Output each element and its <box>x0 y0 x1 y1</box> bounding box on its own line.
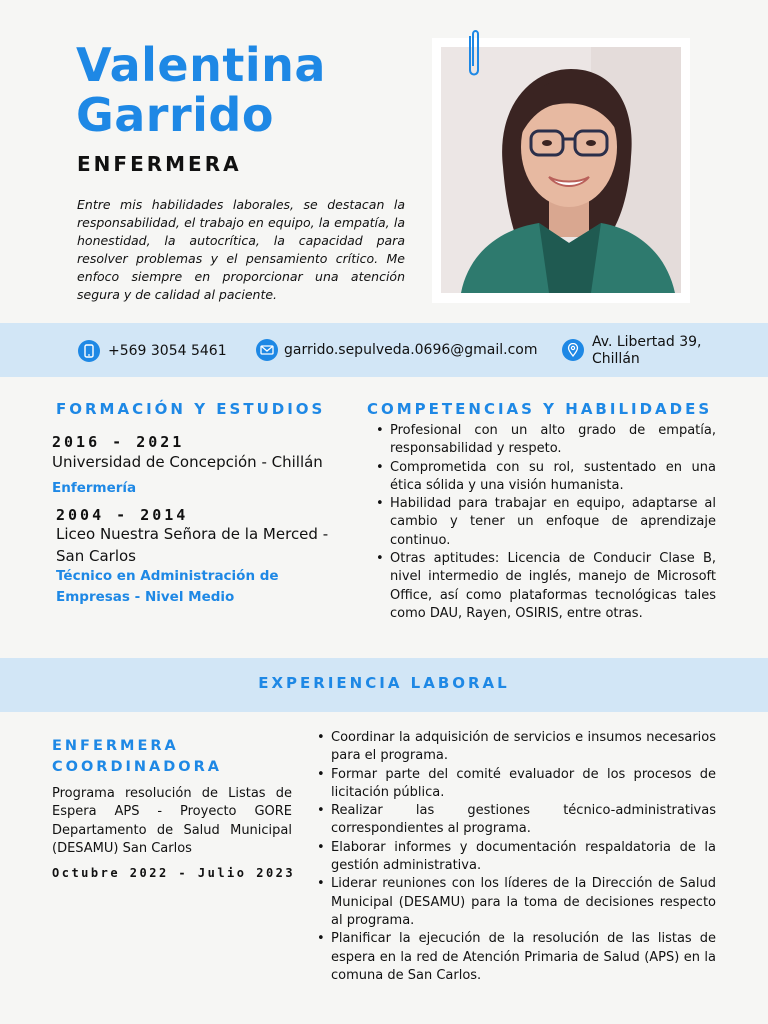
list-item: • Planificar la ejecución de la resolución de las listas de espera en la red de Atención Primaria de Salud (APS) en la comuna de San Carlos. <box>313 930 716 985</box>
envelope-icon <box>256 339 278 361</box>
contact-phone <box>78 340 227 362</box>
job-title <box>52 736 222 778</box>
location-pin-icon <box>562 339 584 361</box>
education-title: FORMACIÓN Y ESTUDIOS <box>56 400 326 418</box>
list-item: • Formar parte del comité evaluador de los procesos de licitación pública. <box>313 766 716 803</box>
paperclip-icon <box>464 28 484 82</box>
education-institution: Universidad de Concepción - Chillán <box>52 453 323 471</box>
list-item: • Liderar reuniones con los líderes de la Dirección de Salud Municipal (DESAMU) para la toma de decisiones respecto al programa. <box>313 875 716 930</box>
job-role: ENFERMERA <box>77 152 242 176</box>
list-item: • Coordinar la adquisición de servicios e insumos necesarios para el programa. <box>313 729 716 766</box>
job-tasks-list <box>313 729 716 985</box>
address-line-2: Chillán <box>592 351 640 367</box>
contact-address <box>562 334 701 368</box>
job-dates: Octubre 2022 - Julio 2023 <box>52 866 296 880</box>
portrait-illustration <box>441 47 681 293</box>
skills-list <box>372 422 716 623</box>
candidate-name <box>76 40 326 140</box>
profile-summary: Entre mis habilidades laborales, se destacan la responsabilidad, el trabajo en equipo, la empatía, la honestidad, la autocrítica, la capacidad para resolver problemas y el pensamiento crítico. Me enfoco siempre en proporcionar una atención segura y de calidad al paciente. <box>77 197 405 302</box>
education-institution: Liceo Nuestra Señora de la Merced - San Carlos <box>56 525 329 565</box>
job-title-line-2: COORDINADORA <box>52 759 222 775</box>
list-item: • Realizar las gestiones técnico-administrativas correspondientes al programa. <box>313 802 716 839</box>
profile-photo <box>441 47 681 293</box>
job-description: Programa resolución de Listas de Espera APS - Proyecto GORE Departamento de Salud Municipal (DESAMU) San Carlos <box>52 786 292 856</box>
email-address[interactable]: garrido.sepulveda.0696@gmail.com <box>284 342 538 358</box>
education-years: 2004 - 2014 <box>56 506 189 524</box>
job-title-line-1: ENFERMERA <box>52 738 179 754</box>
phone-icon <box>78 340 100 362</box>
first-name: Valentina <box>76 38 326 92</box>
education-degree: Técnico en Administración de Empresas - Nivel Medio <box>56 568 279 605</box>
skills-title: COMPETENCIAS Y HABILIDADES <box>367 400 713 418</box>
address-line-1: Av. Libertad 39, <box>592 334 702 350</box>
list-item: • Otras aptitudes: Licencia de Conducir Clase B, nivel intermedio de inglés, manejo de Microsoft Office, así como plataformas tecnológicas tales como DAU, Rayen, OSIRIS, entre otras. <box>372 550 716 623</box>
list-item: • Habilidad para trabajar en equipo, adaptarse al cambio y tener un enfoque de aprendizaje continuo. <box>372 495 716 550</box>
list-item: • Comprometida con su rol, sustentado en una ética sólida y una visión humanista. <box>372 459 716 496</box>
last-name: Garrido <box>76 88 274 142</box>
address <box>592 334 701 368</box>
list-item: • Elaborar informes y documentación respaldatoria de la gestión administrativa. <box>313 839 716 876</box>
experience-title: EXPERIENCIA LABORAL <box>258 674 510 692</box>
education-degree: Enfermería <box>52 480 137 496</box>
list-item: • Profesional con un alto grado de empatía, responsabilidad y respeto. <box>372 422 716 459</box>
contact-email <box>256 339 538 361</box>
phone-number[interactable]: +569 3054 5461 <box>108 343 227 359</box>
education-years: 2016 - 2021 <box>52 433 185 451</box>
